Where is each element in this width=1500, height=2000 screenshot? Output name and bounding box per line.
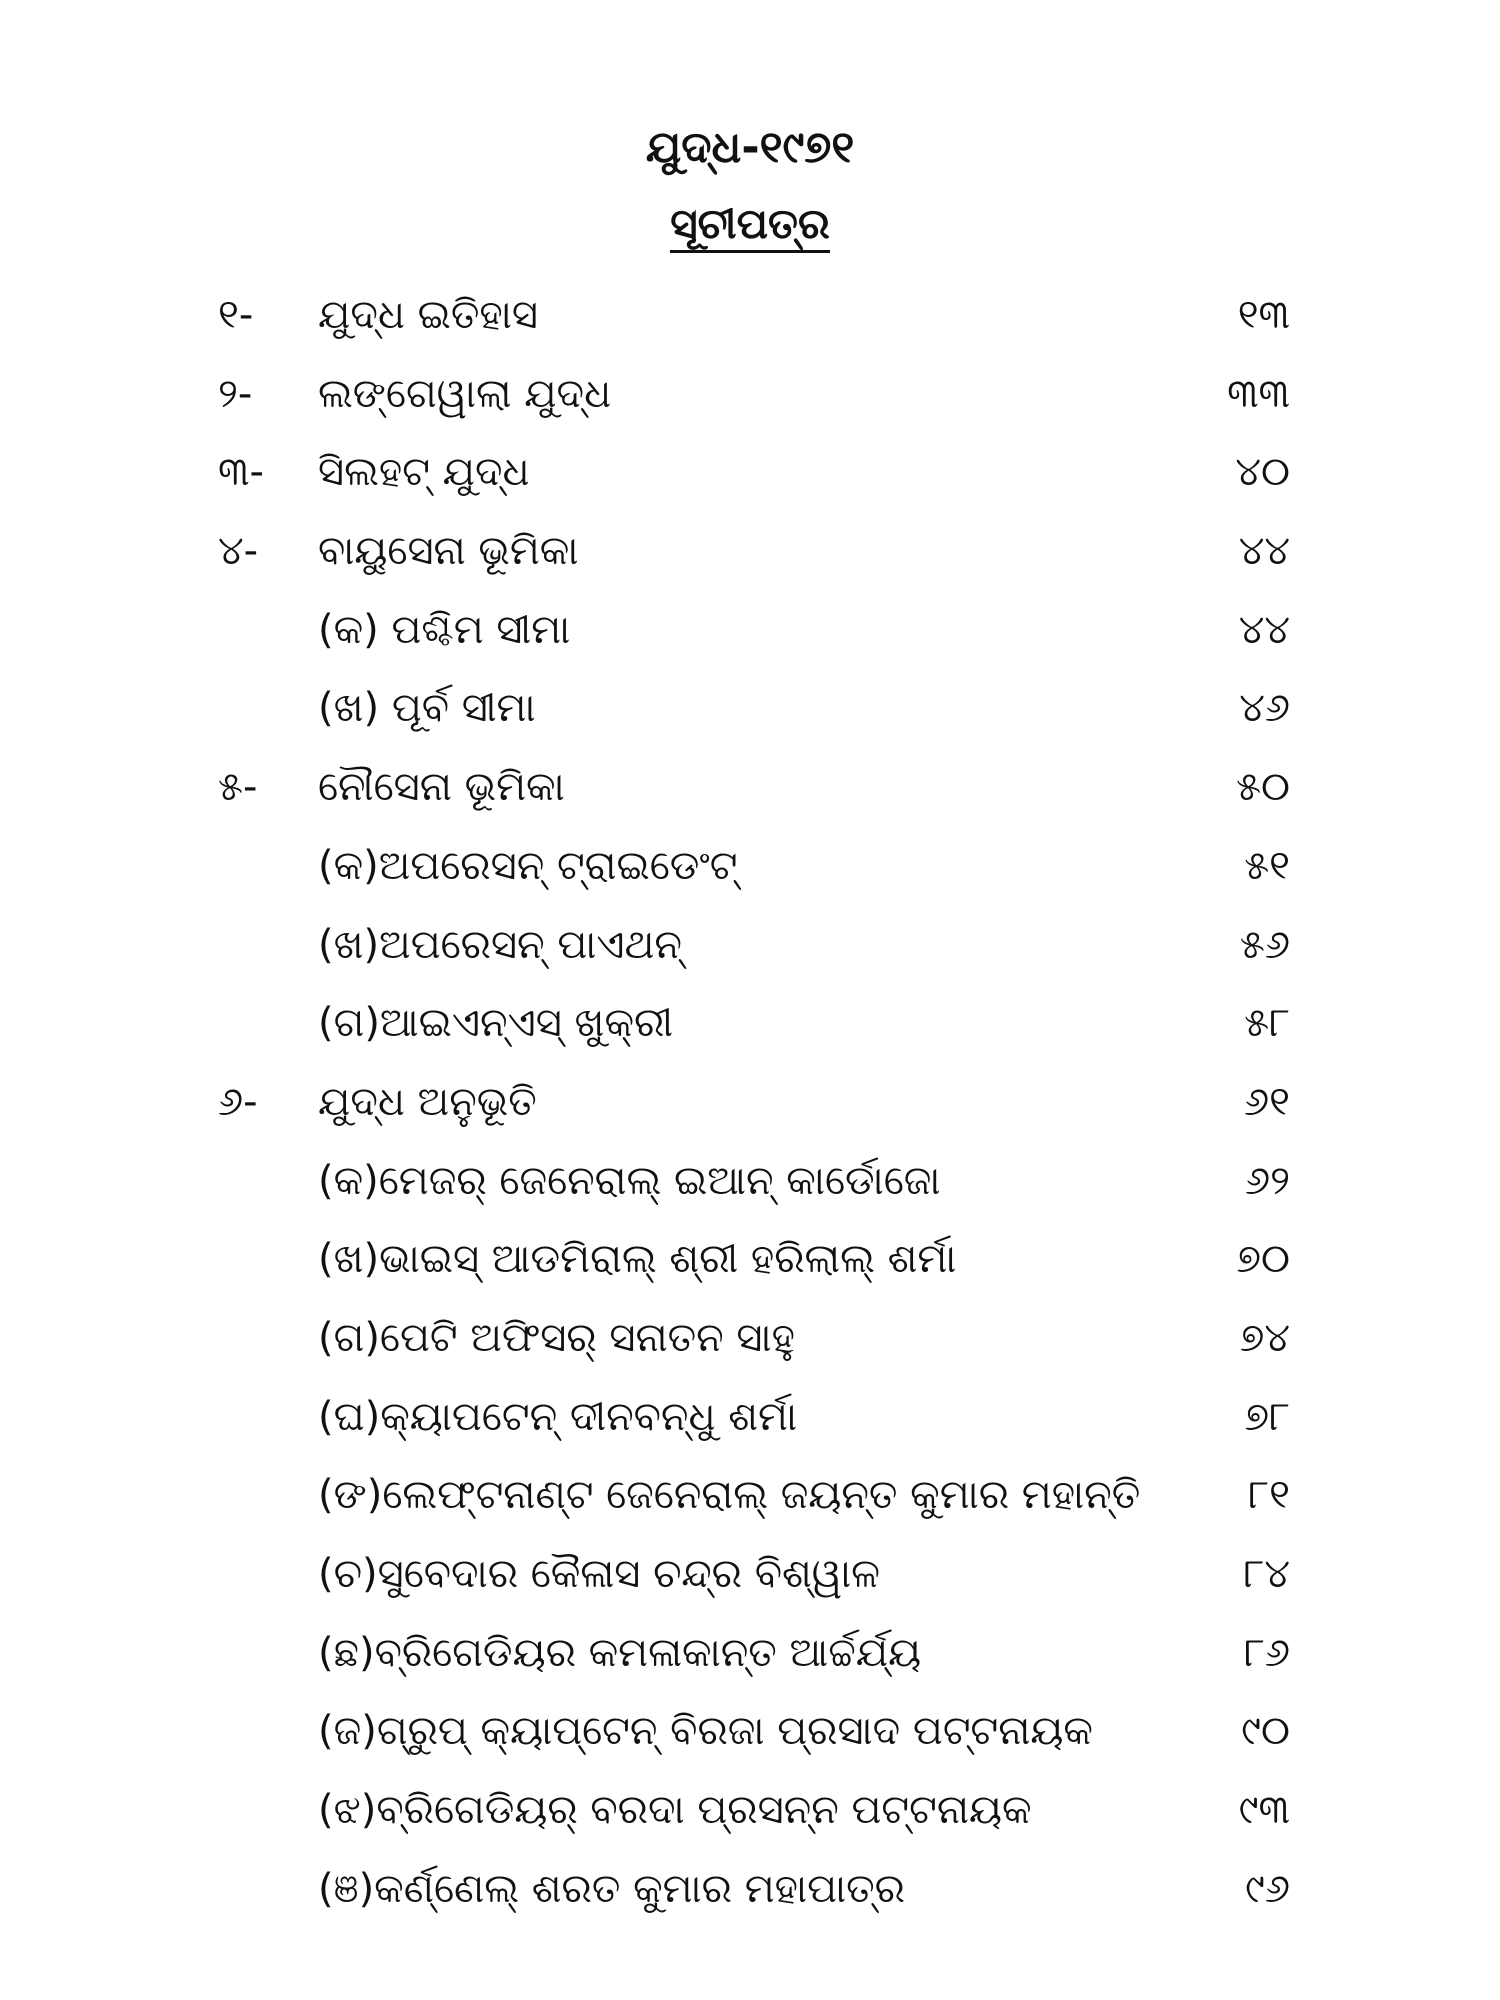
toc-entry (0, 591, 1500, 670)
toc-entry-number: ୬- (218, 1078, 258, 1125)
toc-entry-label: ଯୁଦ୍ଧ ଇତିହାସ (318, 292, 538, 338)
toc-entry-page: ୪୪ (1238, 606, 1290, 653)
toc-entry-label: (ଞ)କର୍ଣ୍ଣେଲ୍ ଶରତ କୁମାର ମହାପାତ୍ର (318, 1865, 905, 1912)
toc-entry-page: ୫୧ (1244, 842, 1290, 889)
toc-entry-label: (କ)ମେଜର୍ ଜେନେରାଲ୍ ଇଆନ୍ କାର୍ଡୋଜୋ (318, 1157, 941, 1204)
toc-entry (0, 433, 1500, 512)
toc-entry-page: ୫୬ (1239, 921, 1290, 968)
toc-entry-label: ସିଲହଟ୍ ଯୁଦ୍ଧ (318, 449, 530, 496)
toc-entry-page: ୧୩ (1237, 292, 1290, 338)
toc-entry (0, 1456, 1500, 1535)
toc-entry-number: ୧- (218, 292, 254, 338)
toc-entry-label: (ଖ)ଅପରେସନ୍ ପାଏଥନ୍ (318, 921, 682, 968)
toc-entry-page: ୭୪ (1239, 1314, 1290, 1361)
toc-entry-page: ୯୦ (1241, 1708, 1290, 1755)
toc-entry-page: ୫୮ (1244, 1000, 1290, 1047)
toc-entry-label: (ଝ)ବ୍ରିଗେଡିୟର୍ ବରଦା ପ୍ରସନ୍ନ ପଟ୍ଟନାୟକ (318, 1787, 1032, 1834)
toc-entry-page: ୬୧ (1244, 1078, 1290, 1125)
toc-entry (0, 984, 1500, 1063)
toc-entry-label: (ଗ)ପେଟି ଅଫିସର୍ ସନାତନ ସାହୁ (318, 1314, 795, 1361)
toc-entry-label: (ଛ)ବ୍ରିଗେଡିୟର କମଳାକାନ୍ତ ଆର୍ଚ୍ଚର୍ଯ୍ୟ (318, 1629, 922, 1676)
toc-entry (0, 512, 1500, 591)
toc-entry-page: ୬୨ (1244, 1157, 1290, 1204)
toc-heading-text: ସୂଚୀପତ୍ର (670, 199, 830, 253)
toc-entry-label: (ଜ)ଗ୍ରୁପ୍ କ୍ୟାପ୍‌ଟେନ୍ ବିରଜା ପ୍ରସାଦ ପଟ୍ଟନାୟକ (318, 1708, 1093, 1755)
toc-entry-label: ଲଙ୍ଗେୱାଲା ଯୁଦ୍ଧ (318, 370, 612, 417)
toc-entry-page: ୭୮ (1244, 1393, 1290, 1440)
toc-entry-label: (ଚ)ସୁବେଦାର କୈଳାସ ଚନ୍ଦ୍ର ବିଶ୍ୱାଳ (318, 1551, 880, 1597)
toc-entry (0, 1614, 1500, 1693)
toc-entry-label: (ଖ) ପୂର୍ବ ସୀମା (318, 685, 536, 732)
toc-entry-page: ୮୪ (1243, 1551, 1290, 1597)
toc-entry-page: ୮୬ (1244, 1629, 1290, 1676)
toc-entry-label: (ଗ)ଆଇଏନ୍‌ଏସ୍ ଖୁକ୍‌ରୀ (318, 1000, 674, 1047)
toc-entry-page: ୪୦ (1235, 449, 1290, 496)
toc-entry-page: ୫୦ (1236, 764, 1290, 811)
toc-entry (0, 669, 1500, 748)
toc-entry (0, 1142, 1500, 1221)
toc-entry (0, 276, 1500, 355)
toc-entry (0, 1378, 1500, 1457)
toc-entry-label: ବାୟୁସେନା ଭୂମିକା (318, 528, 579, 575)
toc-entry-label: (ଘ)କ୍ୟାପଟେନ୍ ଦୀନବନ୍ଧୁ ଶର୍ମା (318, 1393, 798, 1440)
toc-entry (0, 748, 1500, 827)
toc-entry (0, 1692, 1500, 1771)
toc-entry-number: ୪- (218, 528, 259, 575)
toc-entry (0, 355, 1500, 434)
toc-entry-number: ୫- (218, 764, 258, 811)
toc-entry (0, 827, 1500, 906)
toc-entry (0, 906, 1500, 985)
toc-entry-label: (ଙ)ଲେଫ୍ଟନାଣ୍ଟ ଜେନେରାଲ୍ ଜୟନ୍ତ କୁମାର ମହାନ୍ତି (318, 1472, 1141, 1519)
book-title: ଯୁଦ୍ଧ-୧୯୭୧ (645, 122, 855, 173)
toc-entry-label: ନୌସେନା ଭୂମିକା (318, 764, 565, 811)
toc-entry-page: ୪୬ (1239, 685, 1290, 732)
toc-entry-page: ୩୩ (1227, 370, 1290, 417)
toc-entry-page: ୯୬ (1245, 1865, 1290, 1912)
toc-entry (0, 1063, 1500, 1142)
toc-entry (0, 1299, 1500, 1378)
toc-heading (0, 196, 1500, 252)
toc-entry (0, 1850, 1500, 1929)
toc-entry-label: (ଖ)ଭାଇସ୍ ଆଡମିରାଲ୍ ଶ୍ରୀ ହରିଲାଲ୍ ଶର୍ମା (318, 1236, 957, 1283)
toc-entry-page: ୮୧ (1248, 1472, 1290, 1519)
toc-entry (0, 1535, 1500, 1614)
toc-entry-label: ଯୁଦ୍ଧ ଅନୁଭୂତି (318, 1078, 537, 1125)
toc-entry-page: ୯୩ (1238, 1787, 1290, 1834)
toc-entry (0, 1220, 1500, 1299)
toc-entry-number: ୩- (218, 449, 264, 496)
toc-entry-label: (କ) ପଶ୍ଚିମ ସୀମା (318, 606, 571, 653)
toc-entry-page: ୭୦ (1236, 1236, 1290, 1283)
toc-entry (0, 1771, 1500, 1850)
toc-entry-page: ୪୪ (1238, 528, 1290, 575)
toc-entry-label: (କ)ଅପରେସନ୍ ଟ୍ରାଇଡେଂଟ୍ (318, 842, 738, 889)
toc-list (0, 276, 1500, 1928)
toc-entry-number: ୨- (218, 370, 253, 417)
